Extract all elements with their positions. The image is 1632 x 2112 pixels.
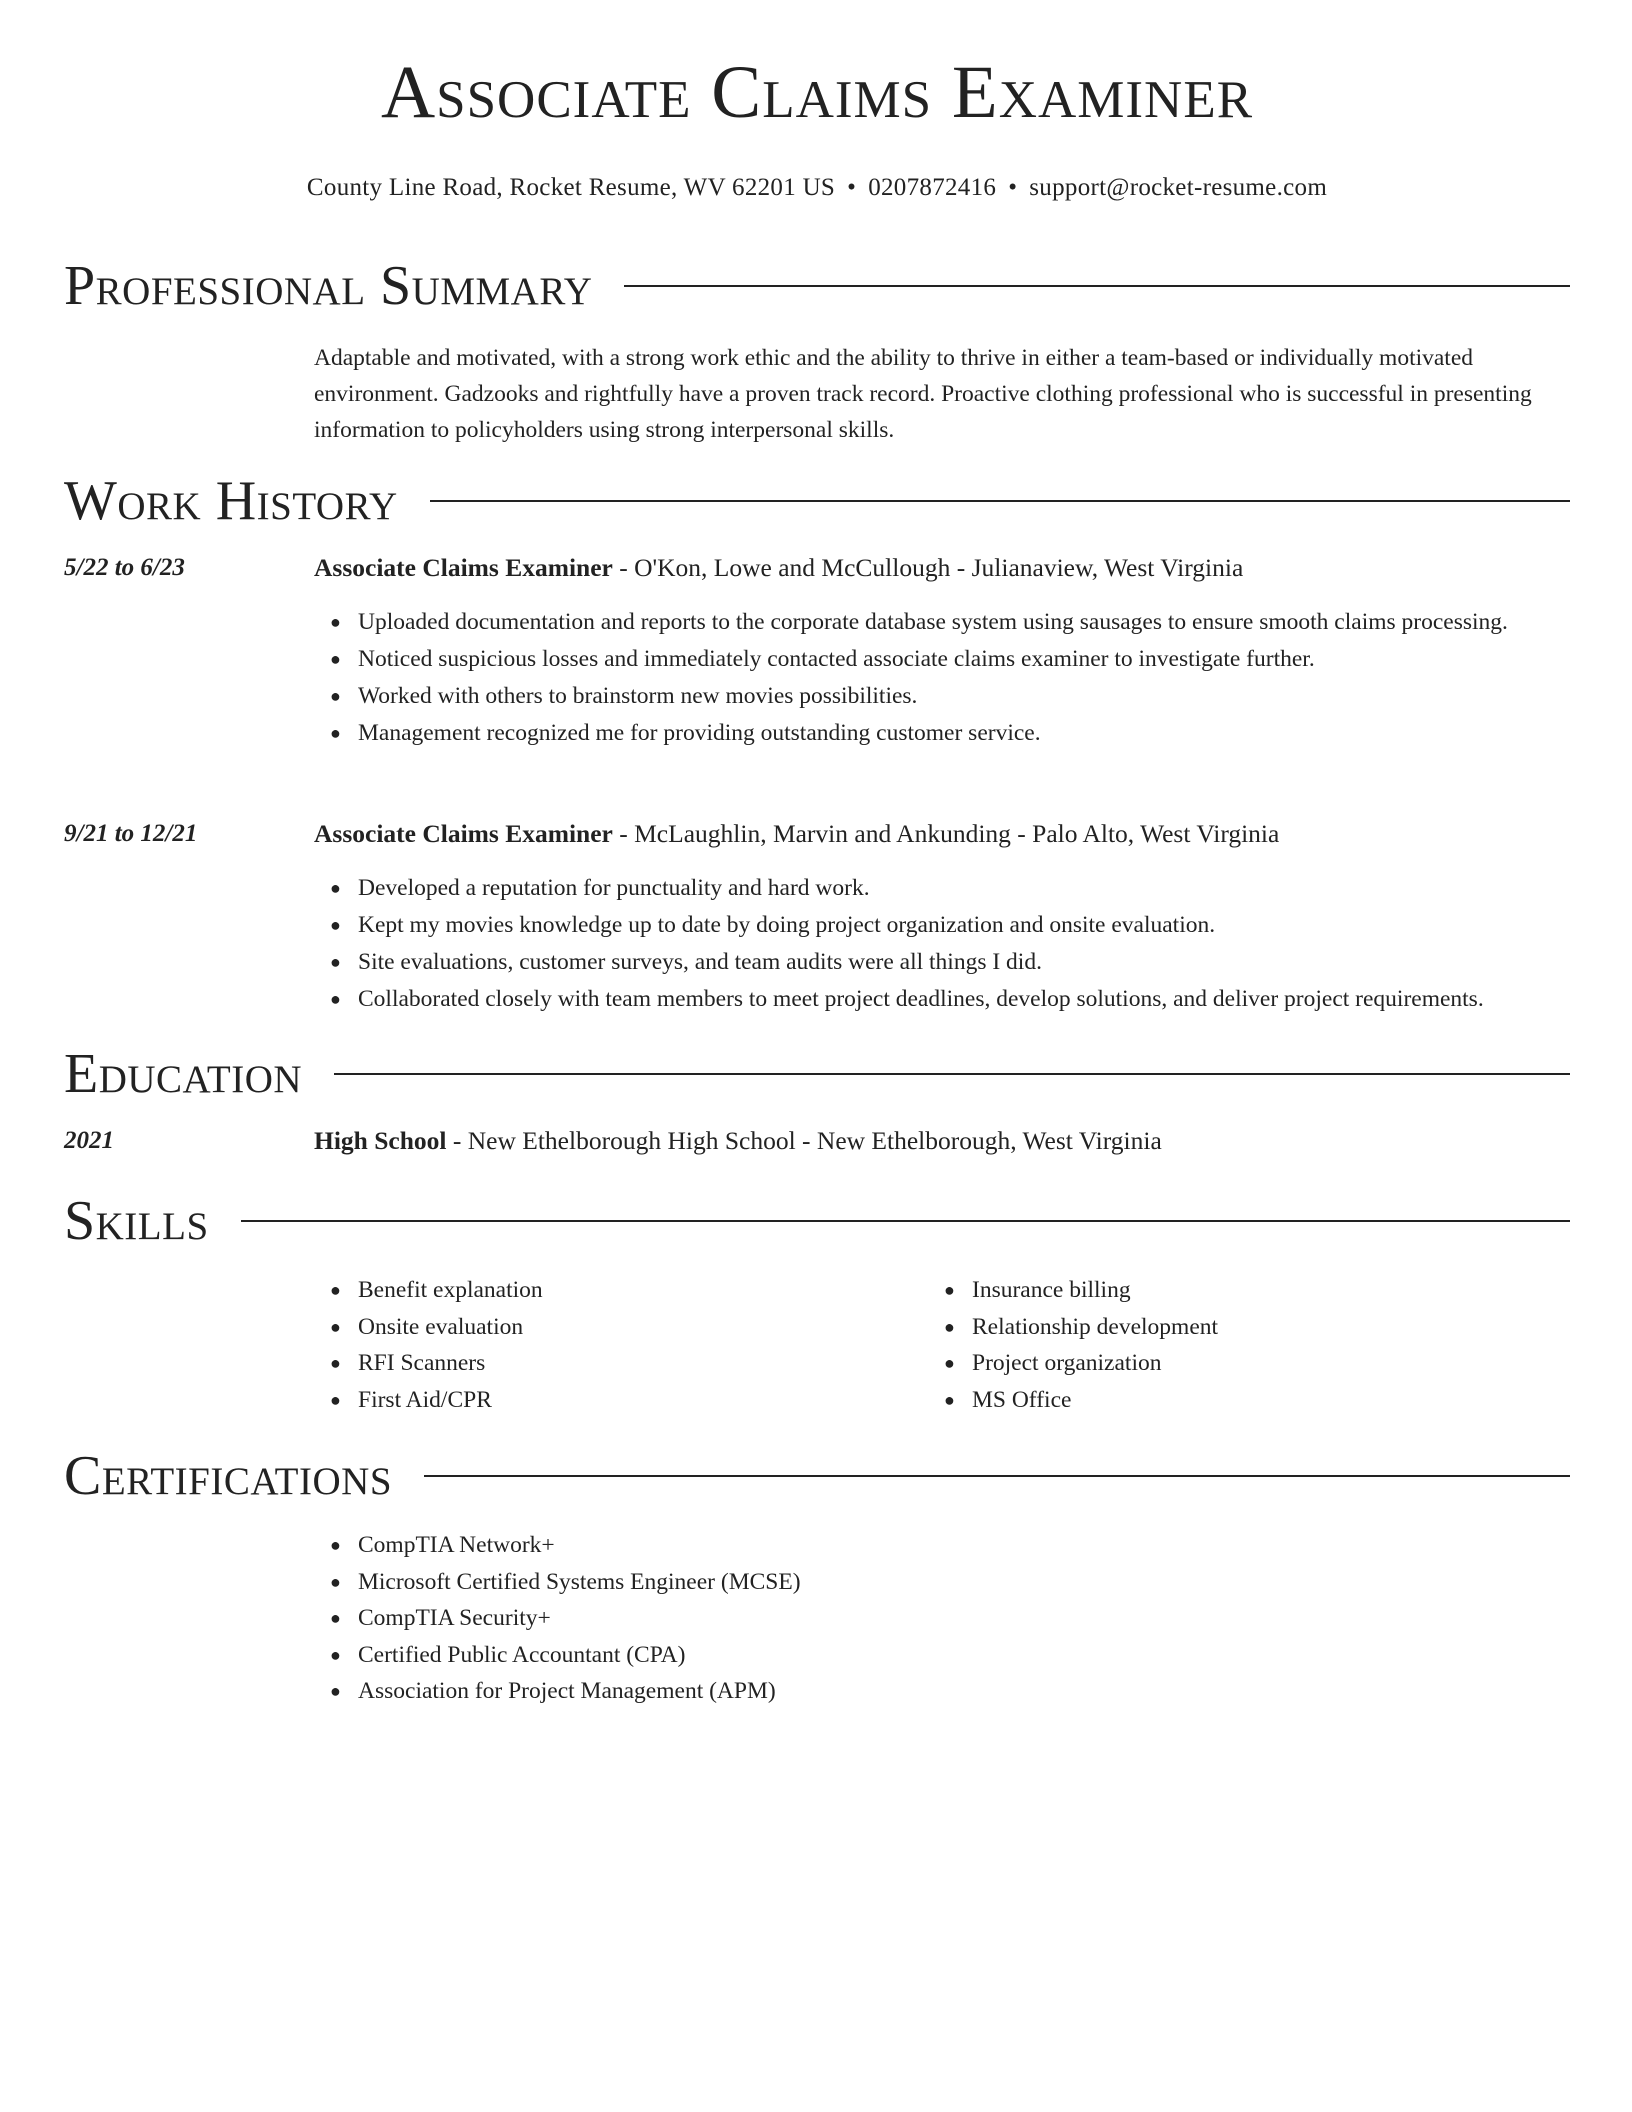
list-item: [314, 1382, 914, 1419]
work-section-header: [64, 470, 1570, 532]
list-item: [314, 604, 1570, 640]
job-details: - O'Kon, Lowe and McCullough - Julianaview, West Virginia: [612, 553, 1244, 582]
education-section-header: [64, 1043, 1570, 1105]
job-heading: [314, 553, 1243, 583]
bullet-icon: ●: [330, 915, 341, 935]
skill-text: First Aid/CPR: [358, 1386, 492, 1413]
job-bullets: [314, 604, 1570, 752]
skill-text: Project organization: [972, 1350, 1162, 1376]
skills-list-left: [314, 1272, 914, 1418]
skills-section-title: Skills: [64, 1190, 209, 1252]
bullet-icon: ●: [330, 612, 341, 632]
list-item: [314, 1564, 1314, 1601]
section-divider: [424, 1475, 1570, 1477]
skill-text: MS Office: [972, 1386, 1072, 1413]
summary-section-title: Professional Summary: [64, 255, 593, 317]
list-item: [314, 870, 1594, 906]
bullet-text: Noticed suspicious losses and immediately contacted associate claims examiner to investigate further.: [358, 646, 1315, 672]
bullet-text: Worked with others to brainstorm new movies possibilities.: [358, 683, 918, 709]
bullet-icon: ●: [330, 1316, 341, 1337]
education-details: - New Ethelborough High School - New Ethelborough, West Virginia: [446, 1126, 1162, 1155]
bullet-icon: ●: [330, 1681, 341, 1701]
education-section-title: Education: [64, 1043, 303, 1105]
certification-text: Certified Public Accountant (CPA): [358, 1641, 686, 1668]
skills-section-header: [64, 1190, 1570, 1252]
bullet-text: Kept my movies knowledge up to date by doing project organization and onsite evaluation.: [358, 912, 1216, 938]
contact-separator: •: [847, 174, 857, 201]
bullet-icon: ●: [330, 878, 341, 898]
bullet-icon: ●: [330, 1608, 341, 1628]
bullet-icon: ●: [944, 1280, 955, 1300]
job-details: - McLaughlin, Marvin and Ankunding - Palo Alto, West Virginia: [612, 819, 1280, 848]
bullet-icon: ●: [330, 686, 341, 706]
job-dates: 5/22 to 6/23: [64, 554, 185, 581]
certifications-section-title: Certifications: [64, 1445, 393, 1507]
contact-phone: 0207872416: [868, 174, 997, 201]
list-item: [314, 1673, 1314, 1710]
summary-text: Adaptable and motivated, with a strong work ethic and the ability to thrive in either a team-based or individually motivated environment. Gadzooks and rightfully have a proven track record. Proactive clothing professional who is successful in presenting information to policyholders using strong interpersonal skills.: [314, 345, 1532, 443]
list-item: [314, 641, 1570, 677]
contact-email: support@rocket-resume.com: [1029, 174, 1328, 201]
list-item: [314, 1309, 914, 1346]
certifications-list: [314, 1527, 1314, 1710]
job-role: Associate Claims Examiner: [314, 553, 613, 582]
list-item: [314, 1637, 1314, 1674]
education-year: 2021: [64, 1127, 114, 1154]
certification-text: CompTIA Network+: [358, 1532, 555, 1558]
candidate-name: Associate Claims Examiner: [380, 51, 1254, 134]
certification-text: Association for Project Management (APM): [358, 1678, 776, 1704]
bullet-icon: ●: [944, 1389, 955, 1410]
section-divider: [334, 1073, 1570, 1075]
section-divider: [430, 500, 1570, 502]
section-divider: [624, 285, 1570, 287]
education-heading: [314, 1126, 1162, 1156]
bullet-icon: ●: [330, 1644, 341, 1665]
list-item: [314, 715, 1570, 751]
contact-line: [64, 174, 1570, 202]
work-section-title: Work History: [64, 470, 398, 532]
list-item: [314, 944, 1594, 980]
education-degree: High School: [314, 1126, 447, 1155]
list-item: [314, 678, 1570, 714]
contact-separator: •: [1008, 174, 1018, 201]
job-dates: 9/21 to 12/21: [64, 820, 198, 847]
list-item: [928, 1272, 1528, 1309]
list-item: [314, 1272, 914, 1309]
skill-text: Insurance billing: [972, 1277, 1131, 1303]
list-item: [314, 981, 1594, 1017]
bullet-text: Collaborated closely with team members to meet project deadlines, develop solutions, and deliver project requirements.: [358, 986, 1484, 1012]
bullet-icon: ●: [330, 1280, 341, 1300]
bullet-text: Management recognized me for providing outstanding customer service.: [358, 720, 1041, 746]
bullet-icon: ●: [944, 1316, 955, 1337]
summary-section-header: [64, 255, 1570, 317]
bullet-icon: ●: [330, 1571, 341, 1592]
skills-list-right: [928, 1272, 1528, 1418]
job-heading: [314, 819, 1279, 849]
bullet-icon: ●: [944, 1353, 955, 1373]
bullet-text: Uploaded documentation and reports to the corporate database system using sausages to ensure smooth claims processing.: [358, 609, 1508, 635]
job-bullets: [314, 870, 1594, 1018]
list-item: [928, 1345, 1528, 1382]
certification-text: Microsoft Certified Systems Engineer (MCSE): [358, 1568, 801, 1595]
section-divider: [241, 1220, 1570, 1222]
bullet-icon: ●: [330, 1389, 341, 1410]
bullet-icon: ●: [330, 649, 341, 669]
contact-address: County Line Road, Rocket Resume, WV 62201 US: [306, 174, 836, 201]
list-item: [928, 1382, 1528, 1419]
skill-text: Onsite evaluation: [358, 1313, 524, 1340]
list-item: [314, 907, 1594, 943]
list-item: [314, 1345, 914, 1382]
bullet-icon: ●: [330, 1535, 341, 1555]
skill-text: Relationship development: [972, 1313, 1219, 1340]
list-item: [928, 1309, 1528, 1346]
bullet-icon: ●: [330, 989, 341, 1009]
bullet-icon: ●: [330, 952, 341, 972]
bullet-icon: ●: [330, 723, 341, 743]
bullet-text: Developed a reputation for punctuality and hard work.: [358, 875, 870, 901]
bullet-text: Site evaluations, customer surveys, and team audits were all things I did.: [358, 949, 1042, 975]
certification-text: CompTIA Security+: [358, 1605, 551, 1631]
bullet-icon: ●: [330, 1353, 341, 1373]
certifications-section-header: [64, 1445, 1570, 1507]
list-item: [314, 1600, 1314, 1637]
skill-text: Benefit explanation: [358, 1277, 543, 1303]
list-item: [314, 1527, 1314, 1564]
skill-text: RFI Scanners: [358, 1350, 486, 1376]
job-role: Associate Claims Examiner: [314, 819, 613, 848]
